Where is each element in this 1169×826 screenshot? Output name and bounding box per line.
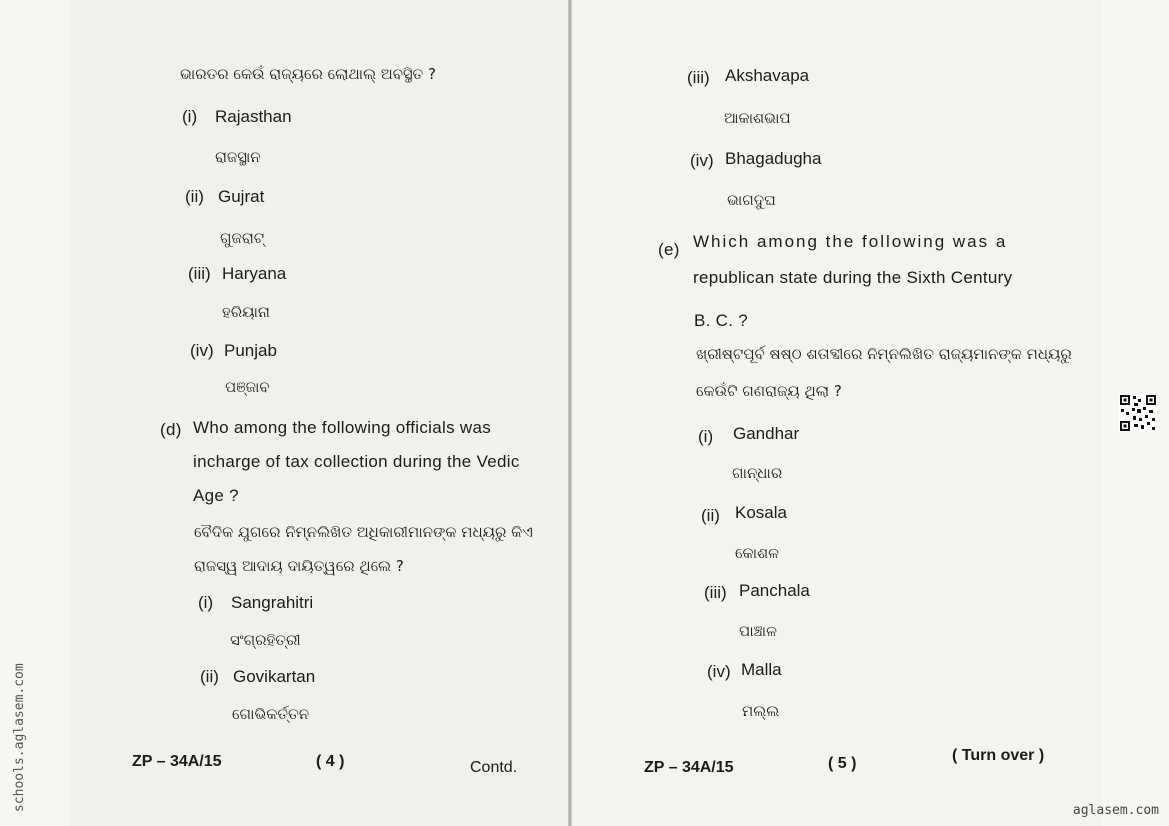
footer-turn-over: ( Turn over ): [952, 747, 1045, 764]
option-c-i-en: Rajasthan: [215, 107, 292, 126]
footer-code-left: ZP – 34A/15: [132, 753, 222, 770]
question-c-odia: ଭାରତର କେଉଁ ରାଜ୍ୟରେ ଲୋଥାଲ୍ ଅବସ୍ଥିତ ?: [180, 65, 436, 83]
option-d-iii-num: (iii): [687, 68, 710, 87]
question-e-line1: Which among the following was a: [693, 232, 1008, 251]
option-c-ii-en: Gujrat: [218, 187, 265, 206]
question-d-line3: Age ?: [193, 486, 239, 505]
option-e-ii-num: (ii): [701, 506, 720, 525]
question-e-line2: republican state during the Sixth Century: [693, 268, 1013, 287]
option-d-ii-num: (ii): [200, 667, 219, 686]
footer-page-4: ( 4 ): [316, 753, 345, 770]
question-e-line3: B. C. ?: [694, 311, 749, 330]
question-d-odia-line1: ବୈଦିକ ଯୁଗରେ ନିମ୍ନଲିଖିତ ଅଧିକାରୀମାନଙ୍କ ମଧ୍ୟରୁ କିଏ: [194, 523, 533, 541]
option-d-iii-en: Akshavapa: [725, 66, 810, 85]
option-c-ii-odia: ଗୁଜରାଟ୍: [220, 229, 265, 247]
left-page: [70, 0, 570, 826]
option-e-iv-en: Malla: [741, 660, 782, 679]
option-e-i-en: Gandhar: [733, 424, 800, 443]
right-page: [572, 0, 1102, 826]
footer-page-5: ( 5 ): [828, 755, 857, 772]
footer-code-right: ZP – 34A/15: [644, 759, 734, 776]
qr-code-icon: [1119, 394, 1157, 432]
option-d-i-en: Sangrahitri: [231, 593, 314, 612]
option-e-iii-odia: ପାଞ୍ଚାଳ: [739, 622, 777, 640]
option-e-i-odia: ଗାନ୍ଧାର: [732, 464, 783, 482]
watermark-side: schools.aglasem.com: [12, 663, 27, 812]
option-d-iii-odia: ଆକାଶଭାପ: [724, 109, 791, 127]
option-e-iii-num: (iii): [704, 583, 727, 602]
option-d-iv-num: (iv): [690, 151, 714, 170]
option-c-iv-num: (iv): [190, 341, 214, 360]
option-d-i-num: (i): [198, 593, 214, 612]
option-e-ii-en: Kosala: [735, 503, 787, 522]
option-c-iv-odia: ପଞ୍ଜାବ: [225, 378, 270, 396]
question-e-odia-line1: ଖ୍ରୀଷ୍ଟପୂର୍ବ ଷଷ୍ଠ ଶତାବ୍ଦୀରେ ନିମ୍ନଲିଖିତ ରାଜ୍ୟମାନଙ୍କ ମଧ୍ୟରୁ: [696, 345, 1072, 363]
option-d-i-odia: ସଂଗ୍ରହିତ୍ରୀ: [230, 631, 301, 649]
option-d-ii-odia: ଗୋଭିକର୍ତ୍ତନ: [232, 705, 310, 723]
option-c-iii-odia: ହରିୟାନା: [222, 303, 270, 321]
question-d-label: (d): [160, 420, 182, 439]
option-c-i-num: (i): [182, 107, 198, 126]
question-d-line1: Who among the following officials was: [193, 418, 492, 437]
option-d-ii-en: Govikartan: [233, 667, 316, 686]
watermark-corner: aglasem.com: [1072, 803, 1159, 818]
question-e-odia-line2: କେଉଁଟି ଗଣରାଜ୍ୟ ଥିଲା ?: [696, 382, 842, 400]
option-c-iii-num: (iii): [188, 264, 211, 283]
question-d-odia-line2: ରାଜସ୍ୱ ଆଦାୟ ଦାୟିତ୍ୱରେ ଥିଲେ ?: [194, 557, 404, 575]
footer-contd: Contd.: [470, 759, 518, 776]
option-c-iii-en: Haryana: [222, 264, 287, 283]
option-e-iv-num: (iv): [707, 662, 731, 681]
option-d-iv-en: Bhagadugha: [725, 149, 822, 168]
question-e-label: (e): [658, 240, 680, 259]
option-e-i-num: (i): [698, 427, 714, 446]
option-c-iv-en: Punjab: [224, 341, 277, 360]
option-e-ii-odia: କୋଶଳ: [735, 544, 780, 562]
option-c-ii-num: (ii): [185, 187, 204, 206]
question-d-line2: incharge of tax collection during the Vedic: [193, 452, 520, 471]
option-e-iv-odia: ମଲ୍ଲ: [742, 702, 780, 720]
option-d-iv-odia: ଭାଗଦୁଘ: [727, 191, 776, 209]
option-c-i-odia: ରାଜସ୍ଥାନ: [215, 148, 261, 166]
option-e-iii-en: Panchala: [739, 581, 810, 600]
